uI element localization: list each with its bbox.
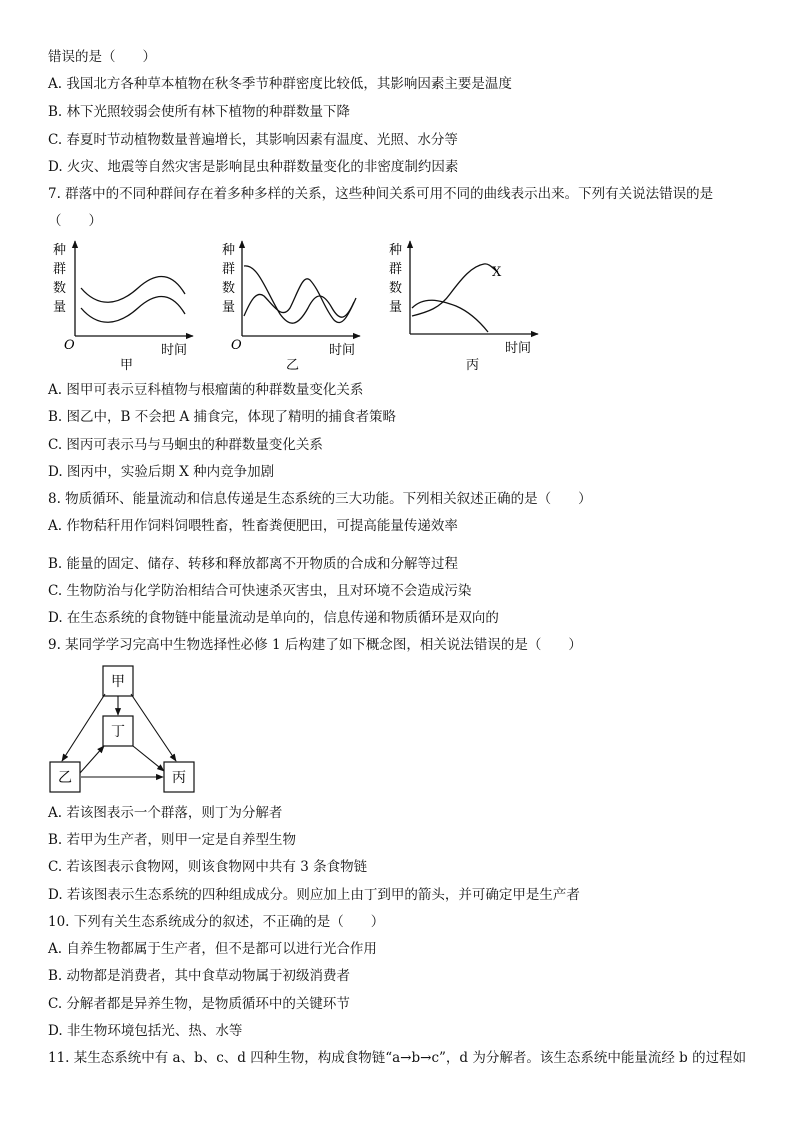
q6-option-d: D. 火灾、地震等自然灾害是影响昆虫种群数量变化的非密度制约因素 bbox=[48, 159, 459, 175]
graph-jia-ylabel-2: 群 bbox=[53, 262, 67, 277]
arrow-yi-to-ding bbox=[80, 746, 104, 773]
q7-stem: 7. 群落中的不同种群间存在着多种多样的关系，这些种间关系可用不同的曲线表示出来。下列有关说法错误的是 bbox=[48, 186, 714, 202]
q8-stem: 8. 物质循环、能量流动和信息传递是生态系统的三大功能。下列相关叙述正确的是（ ） bbox=[48, 491, 592, 507]
node-yi-label: 乙 bbox=[58, 770, 72, 786]
graph-jia-caption: 甲 bbox=[120, 358, 134, 373]
node-bing-label: 丙 bbox=[172, 770, 186, 786]
q9-option-c: C. 若该图表示食物网，则该食物网中共有 3 条食物链 bbox=[48, 859, 368, 875]
q8-option-c: C. 生物防治与化学防治相结合可快速杀灭害虫，且对环境不会造成污染 bbox=[48, 583, 472, 599]
q8-option-b: B. 能量的固定、储存、转移和释放都离不开物质的合成和分解等过程 bbox=[48, 556, 459, 572]
q7-graphs bbox=[48, 236, 548, 376]
arrow-ding-to-bing bbox=[133, 746, 164, 771]
graph-yi-xlabel: 时间 bbox=[329, 343, 356, 358]
q7-option-d: D. 图丙中，实验后期 X 种内竞争加剧 bbox=[48, 464, 275, 480]
graph-jia bbox=[53, 241, 193, 373]
q6-stem-tail: 错误的是（ ） bbox=[48, 49, 156, 65]
graph-bing-ylabel-4: 量 bbox=[389, 300, 403, 315]
graph-bing-curve-x bbox=[412, 264, 498, 316]
node-ding-label: 丁 bbox=[111, 724, 125, 740]
q10-option-a: A. 自养生物都属于生产者，但不是都可以进行光合作用 bbox=[48, 941, 377, 957]
graph-bing-ylabel-1: 种 bbox=[389, 243, 403, 258]
graph-jia-xlabel: 时间 bbox=[161, 343, 188, 358]
q7-stem-paren: （ ） bbox=[48, 213, 102, 229]
q9-option-b: B. 若甲为生产者，则甲一定是自养型生物 bbox=[48, 832, 297, 848]
q8-option-d: D. 在生态系统的食物链中能量流动是单向的，信息传递和物质循环是双向的 bbox=[48, 610, 499, 626]
graph-jia-origin: O bbox=[64, 338, 75, 353]
arrow-jia-to-bing bbox=[131, 694, 176, 761]
q9-option-d: D. 若该图表示生态系统的四种组成成分。则应加上由丁到甲的箭头，并可确定甲是生产者 bbox=[48, 887, 580, 903]
graph-jia-ylabel-4: 量 bbox=[53, 300, 67, 315]
graph-yi-ylabel-1: 种 bbox=[222, 243, 236, 258]
q6-option-c: C. 春夏时节动植物数量普遍增长，其影响因素有温度、光照、水分等 bbox=[48, 132, 458, 148]
q6-option-b: B. 林下光照较弱会使所有林下植物的种群数量下降 bbox=[48, 104, 351, 120]
q10-option-d: D. 非生物环境包括光、热、水等 bbox=[48, 1023, 243, 1039]
graph-yi-origin: O bbox=[231, 338, 242, 353]
graph-jia-ylabel-3: 数 bbox=[53, 281, 67, 296]
graph-yi bbox=[222, 241, 360, 373]
node-jia-label: 甲 bbox=[111, 674, 125, 690]
q9-option-a: A. 若该图表示一个群落，则丁为分解者 bbox=[48, 805, 283, 821]
graph-jia-ylabel-1: 种 bbox=[53, 243, 67, 258]
q7-option-b: B. 图乙中，B 不会把 A 捕食完，体现了精明的捕食者策略 bbox=[48, 409, 397, 425]
q10-stem: 10. 下列有关生态系统成分的叙述，不正确的是（ ） bbox=[48, 914, 385, 930]
q7-option-c: C. 图丙可表示马与马蛔虫的种群数量变化关系 bbox=[48, 437, 323, 453]
q9-concept-map bbox=[48, 664, 208, 796]
graph-bing-ylabel-2: 群 bbox=[389, 262, 403, 277]
q8-option-a: A. 作物秸秆用作饲料饲喂牲畜，牲畜粪便肥田，可提高能量传递效率 bbox=[48, 518, 458, 534]
q10-option-c: C. 分解者都是异养生物，是物质循环中的关键环节 bbox=[48, 996, 350, 1012]
graph-bing-curve-label: X bbox=[492, 265, 502, 280]
graph-bing-caption: 丙 bbox=[466, 358, 480, 373]
q9-stem: 9. 某同学学习完高中生物选择性必修 1 后构建了如下概念图，相关说法错误的是（ ） bbox=[48, 637, 582, 653]
graph-yi-ylabel-4: 量 bbox=[222, 300, 236, 315]
graph-bing-curve-other bbox=[412, 300, 488, 332]
graph-bing bbox=[389, 241, 538, 373]
q7-option-a: A. 图甲可表示豆科植物与根瘤菌的种群数量变化关系 bbox=[48, 382, 364, 398]
graph-bing-xlabel: 时间 bbox=[505, 341, 532, 356]
q11-stem: 11. 某生态系统中有 a、b、c、d 四种生物，构成食物链“a→b→c”，d 为分解者。该生态系统中能量流经 b 的过程如 bbox=[48, 1050, 747, 1066]
graph-yi-ylabel-2: 群 bbox=[222, 262, 236, 277]
arrow-jia-to-yi bbox=[62, 694, 105, 761]
graph-bing-ylabel-3: 数 bbox=[389, 281, 403, 296]
graph-yi-caption: 乙 bbox=[286, 358, 300, 373]
q10-option-b: B. 动物都是消费者，其中食草动物属于初级消费者 bbox=[48, 968, 351, 984]
q6-option-a: A. 我国北方各种草本植物在秋冬季节种群密度比较低，其影响因素主要是温度 bbox=[48, 76, 512, 92]
graph-yi-ylabel-3: 数 bbox=[222, 281, 236, 296]
